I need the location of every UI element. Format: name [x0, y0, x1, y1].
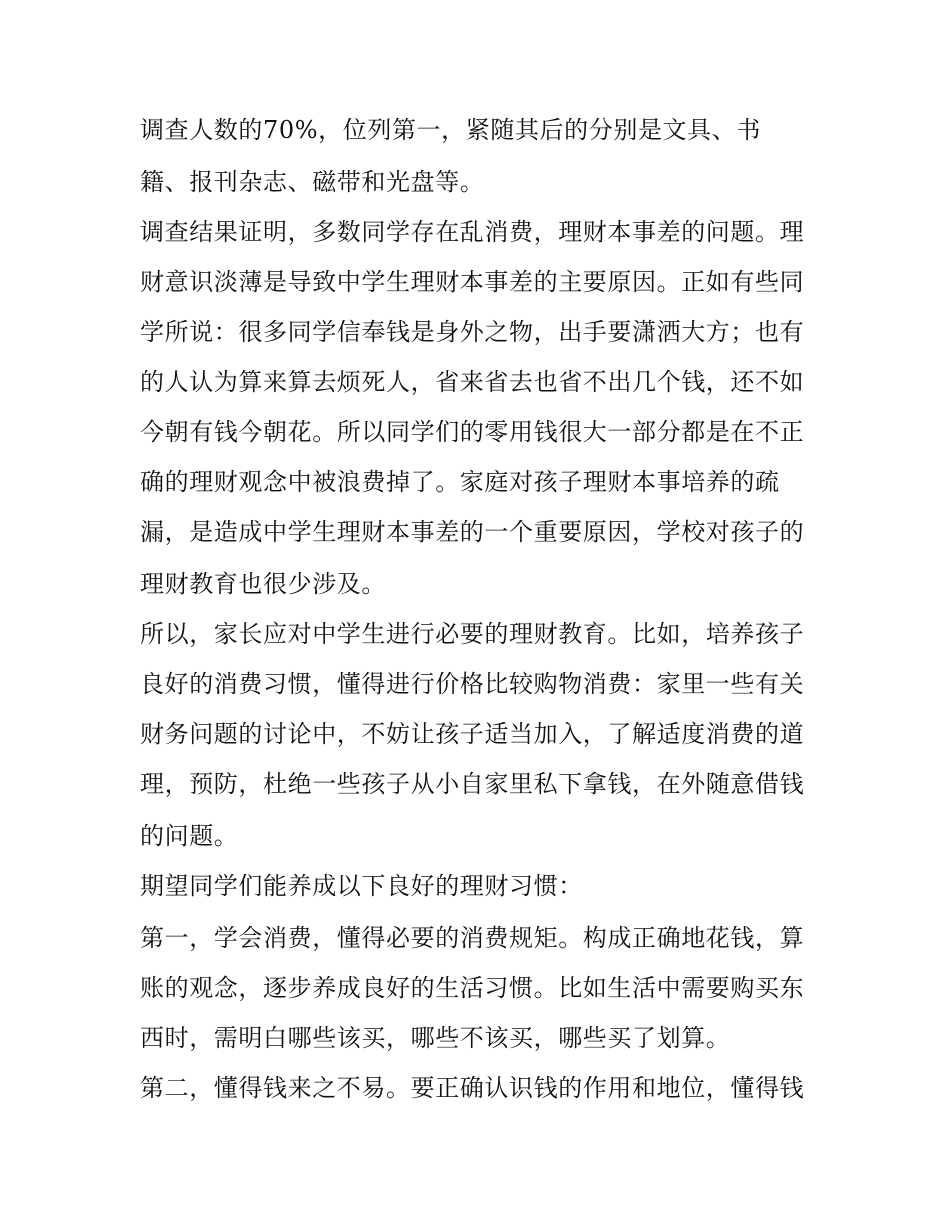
text-line: 财务问题的讨论中，不妨让孩子适当加入，了解适度消费的道 — [140, 720, 805, 748]
text-line: 账的观念，逐步养成良好的生活习惯。比如生活中需要购买东 — [140, 974, 805, 1002]
text-line: 财意识淡薄是导致中学生理财本事差的主要原因。正如有些同 — [140, 268, 805, 296]
text-line: 调查人数的70%，位列第一，紧随其后的分别是文具、书 — [140, 116, 761, 144]
text-line: 良好的消费习惯，懂得进行价格比较购物消费：家里一些有关 — [140, 670, 805, 698]
text-line: 西时，需明白哪些该买，哪些不该买，哪些买了划算。 — [140, 1024, 731, 1052]
text-line: 的问题。 — [140, 822, 239, 850]
text-line: 理财教育也很少涉及。 — [140, 570, 386, 598]
text-line: 确的理财观念中被浪费掉了。家庭对孩子理财本事培养的疏 — [140, 468, 780, 496]
text-line: 第一，学会消费，懂得必要的消费规矩。构成正确地花钱，算 — [140, 924, 805, 952]
text-line: 期望同学们能养成以下良好的理财习惯： — [140, 872, 583, 900]
text-line: 第二，懂得钱来之不易。要正确认识钱的作用和地位，懂得钱 — [140, 1074, 805, 1102]
text-line: 理，预防，杜绝一些孩子从小自家里私下拿钱，在外随意借钱 — [140, 770, 805, 798]
text-line: 调查结果证明，多数同学存在乱消费，理财本事差的问题。理 — [140, 218, 805, 246]
text-line: 籍、报刊杂志、磁带和光盘等。 — [140, 168, 485, 196]
text-line: 今朝有钱今朝花。所以同学们的零用钱很大一部分都是在不正 — [140, 418, 805, 446]
text-line: 漏，是造成中学生理财本事差的一个重要原因，学校对孩子的 — [140, 518, 805, 546]
text-line: 所以，家长应对中学生进行必要的理财教育。比如，培养孩子 — [140, 620, 805, 648]
text-line: 学所说：很多同学信奉钱是身外之物，出手要潇洒大方；也有 — [140, 318, 805, 346]
text-line: 的人认为算来算去烦死人，省来省去也省不出几个钱，还不如 — [140, 368, 805, 396]
